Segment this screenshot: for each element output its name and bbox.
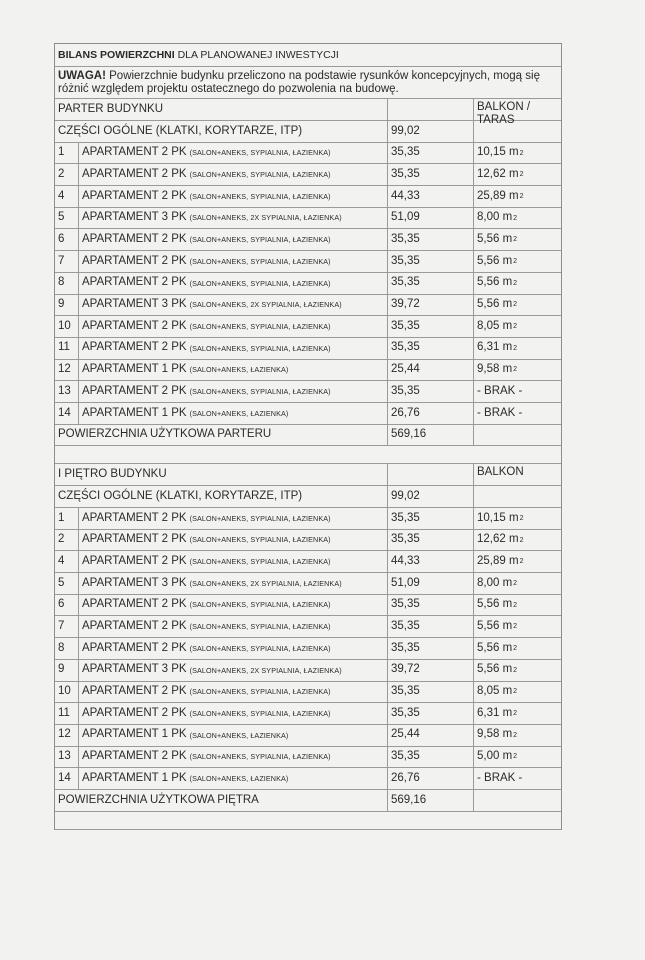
apartment-rooms: (SALON+ANEKS, ŁAZIENKA) — [189, 730, 289, 740]
apartment-rooms: (SALON+ANEKS, SYPIALNIA, ŁAZIENKA) — [189, 321, 331, 331]
apartment-rooms: (SALON+ANEKS, SYPIALNIA, ŁAZIENKA) — [189, 278, 331, 288]
apartment-row — [55, 551, 561, 573]
apartment-description — [79, 273, 388, 294]
balcony-value: - BRAK - — [477, 771, 523, 784]
apartment-description — [79, 530, 388, 551]
apartment-description — [79, 508, 388, 529]
apartment-area: 51,09 — [388, 573, 474, 594]
apartment-balcony — [474, 530, 559, 551]
balcony-unit-exponent: 2 — [513, 236, 518, 244]
apartment-area: 35,35 — [388, 316, 474, 337]
balcony-unit-exponent: 2 — [519, 171, 524, 179]
apartment-rooms: (SALON+ANEKS, SYPIALNIA, ŁAZIENKA) — [189, 752, 331, 762]
apartment-type: APARTAMENT 2 PK — [82, 233, 187, 246]
apartment-rooms: (SALON+ANEKS, SYPIALNIA, ŁAZIENKA) — [189, 535, 331, 545]
apartment-row — [55, 403, 561, 425]
apartment-number: 11 — [55, 338, 79, 359]
apartment-number: 1 — [55, 508, 79, 529]
balcony-unit-exponent: 2 — [513, 366, 518, 374]
apartment-type: APARTAMENT 3 PK — [82, 298, 187, 311]
apartment-balcony — [474, 682, 559, 703]
apartment-area: 25,44 — [388, 725, 474, 746]
balcony-unit-exponent: 2 — [519, 536, 524, 544]
balcony-value: 12,62 m — [477, 533, 519, 546]
apartment-type: APARTAMENT 2 PK — [82, 167, 187, 180]
apartment-rooms: (SALON+ANEKS, SYPIALNIA, ŁAZIENKA) — [189, 513, 331, 523]
balcony-unit-exponent: 2 — [513, 323, 518, 331]
balcony-unit-exponent: 2 — [513, 623, 518, 631]
apartment-row — [55, 703, 561, 725]
apartment-number: 14 — [55, 403, 79, 424]
apartment-row — [55, 530, 561, 552]
balcony-unit-exponent: 2 — [513, 344, 518, 352]
parter-header: PARTER BUDYNKU — [55, 99, 388, 120]
apartment-row — [55, 273, 561, 295]
apartment-area: 35,35 — [388, 273, 474, 294]
apartment-description — [79, 768, 388, 789]
document-title — [55, 44, 561, 66]
pietro-header: I PIĘTRO BUDYNKU — [55, 464, 388, 485]
apartment-row — [55, 638, 561, 660]
balcony-value: 10,15 m — [477, 146, 519, 159]
common-balcony — [474, 121, 559, 142]
apartment-area: 35,35 — [388, 381, 474, 402]
apartment-row — [55, 508, 561, 530]
apartment-row — [55, 768, 561, 790]
pietro-balcony-header: BALKON — [477, 466, 524, 479]
apartment-type: APARTAMENT 2 PK — [82, 384, 187, 397]
balcony-value: 8,05 m — [477, 319, 513, 332]
balcony-value: 6,31 m — [477, 706, 513, 719]
apartment-rooms: (SALON+ANEKS, SYPIALNIA, ŁAZIENKA) — [189, 235, 331, 245]
apartment-row — [55, 682, 561, 704]
apartment-rooms: (SALON+ANEKS, SYPIALNIA, ŁAZIENKA) — [189, 643, 331, 653]
apartment-area: 35,35 — [388, 595, 474, 616]
apartment-type: APARTAMENT 2 PK — [82, 706, 187, 719]
pietro-total-label: POWIERZCHNIA UŻYTKOWA PIĘTRA — [55, 790, 388, 811]
apartment-rooms: (SALON+ANEKS, SYPIALNIA, ŁAZIENKA) — [189, 343, 331, 353]
apartment-number: 5 — [55, 573, 79, 594]
document-title-bold: BILANS POWIERZCHNI — [58, 48, 175, 61]
balcony-value: 5,56 m — [477, 276, 513, 289]
pietro-total-balcony — [474, 790, 559, 811]
apartment-description — [79, 573, 388, 594]
apartment-description — [79, 316, 388, 337]
balcony-value: 5,56 m — [477, 298, 513, 311]
balcony-value: 8,00 m — [477, 576, 513, 589]
balcony-value: 10,15 m — [477, 511, 519, 524]
apartment-rooms: (SALON+ANEKS, SYPIALNIA, ŁAZIENKA) — [189, 557, 331, 567]
apartment-rooms: (SALON+ANEKS, 2X SYPIALNIA, ŁAZIENKA) — [189, 300, 342, 310]
apartment-number: 4 — [55, 551, 79, 572]
balcony-value: 5,56 m — [477, 254, 513, 267]
pietro-common-row — [55, 486, 561, 508]
apartment-rooms: (SALON+ANEKS, SYPIALNIA, ŁAZIENKA) — [189, 191, 331, 201]
balcony-value: - BRAK - — [477, 406, 523, 419]
apartment-description — [79, 616, 388, 637]
apartment-number: 7 — [55, 616, 79, 637]
parter-total-balcony — [474, 425, 559, 446]
balcony-unit-exponent: 2 — [513, 644, 518, 652]
apartment-row — [55, 186, 561, 208]
parter-apartment-list — [55, 143, 561, 425]
apartment-area: 35,35 — [388, 338, 474, 359]
balcony-value: 8,00 m — [477, 211, 513, 224]
balcony-value: 5,00 m — [477, 750, 513, 763]
apartment-balcony — [474, 229, 559, 250]
balcony-unit-exponent: 2 — [513, 753, 518, 761]
balcony-unit-exponent: 2 — [513, 257, 518, 265]
apartment-description — [79, 703, 388, 724]
balcony-unit-exponent: 2 — [519, 514, 524, 522]
apartment-type: APARTAMENT 1 PK — [82, 363, 187, 376]
balcony-value: - BRAK - — [477, 384, 523, 397]
apartment-area: 26,76 — [388, 768, 474, 789]
apartment-balcony — [474, 747, 559, 768]
warning-note-row — [55, 67, 561, 99]
apartment-row — [55, 338, 561, 360]
bottom-empty-row — [55, 812, 561, 830]
apartment-area: 51,09 — [388, 208, 474, 229]
apartment-description — [79, 251, 388, 272]
balcony-value: 9,58 m — [477, 728, 513, 741]
apartment-description — [79, 381, 388, 402]
apartment-balcony — [474, 638, 559, 659]
apartment-description — [79, 595, 388, 616]
apartment-type: APARTAMENT 2 PK — [82, 276, 187, 289]
balcony-value: 5,56 m — [477, 233, 513, 246]
balcony-value: 8,05 m — [477, 685, 513, 698]
apartment-balcony — [474, 703, 559, 724]
apartment-rooms: (SALON+ANEKS, SYPIALNIA, ŁAZIENKA) — [189, 148, 331, 158]
apartment-type: APARTAMENT 2 PK — [82, 189, 187, 202]
spacer-cell — [55, 446, 561, 463]
apartment-type: APARTAMENT 1 PK — [82, 406, 187, 419]
apartment-type: APARTAMENT 2 PK — [82, 146, 187, 159]
apartment-balcony — [474, 381, 559, 402]
apartment-rooms: (SALON+ANEKS, ŁAZIENKA) — [189, 365, 289, 375]
apartment-area: 35,35 — [388, 143, 474, 164]
apartment-rooms: (SALON+ANEKS, 2X SYPIALNIA, ŁAZIENKA) — [189, 665, 342, 675]
pietro-header-row — [55, 464, 561, 486]
apartment-row — [55, 164, 561, 186]
apartment-type: APARTAMENT 2 PK — [82, 319, 187, 332]
balcony-unit-exponent: 2 — [513, 301, 518, 309]
apartment-description — [79, 551, 388, 572]
apartment-type: APARTAMENT 1 PK — [82, 771, 187, 784]
apartment-rooms: (SALON+ANEKS, SYPIALNIA, ŁAZIENKA) — [189, 170, 331, 180]
apartment-number: 12 — [55, 725, 79, 746]
apartment-type: APARTAMENT 2 PK — [82, 598, 187, 611]
warning-note — [55, 67, 561, 98]
apartment-number: 4 — [55, 186, 79, 207]
apartment-balcony — [474, 403, 559, 424]
apartment-rooms: (SALON+ANEKS, SYPIALNIA, ŁAZIENKA) — [189, 687, 331, 697]
balcony-unit-exponent: 2 — [513, 688, 518, 696]
apartment-number: 2 — [55, 164, 79, 185]
apartment-type: APARTAMENT 2 PK — [82, 254, 187, 267]
balcony-value: 12,62 m — [477, 167, 519, 180]
apartment-description — [79, 403, 388, 424]
apartment-number: 8 — [55, 638, 79, 659]
pietro-header-spacer — [388, 464, 474, 485]
apartment-number: 12 — [55, 360, 79, 381]
apartment-row — [55, 143, 561, 165]
balcony-unit-exponent: 2 — [519, 149, 524, 157]
apartment-type: APARTAMENT 2 PK — [82, 641, 187, 654]
apartment-rooms: (SALON+ANEKS, SYPIALNIA, ŁAZIENKA) — [189, 600, 331, 610]
apartment-row — [55, 295, 561, 317]
apartment-area: 35,35 — [388, 508, 474, 529]
apartment-row — [55, 747, 561, 769]
pietro-total-row — [55, 790, 561, 812]
apartment-number: 10 — [55, 682, 79, 703]
apartment-description — [79, 725, 388, 746]
common-balcony — [474, 486, 559, 507]
apartment-area: 39,72 — [388, 660, 474, 681]
apartment-description — [79, 660, 388, 681]
apartment-row — [55, 316, 561, 338]
apartment-area: 35,35 — [388, 638, 474, 659]
apartment-balcony — [474, 360, 559, 381]
balcony-value: 25,89 m — [477, 554, 519, 567]
apartment-type: APARTAMENT 2 PK — [82, 750, 187, 763]
apartment-type: APARTAMENT 1 PK — [82, 728, 187, 741]
apartment-balcony — [474, 551, 559, 572]
apartment-description — [79, 143, 388, 164]
apartment-number: 8 — [55, 273, 79, 294]
apartment-area: 35,35 — [388, 251, 474, 272]
document-title-rest: DLA PLANOWANEJ INWESTYCJI — [177, 48, 339, 61]
pietro-apartment-list — [55, 508, 561, 790]
parter-balcony-header: BALKON / TARAS — [477, 101, 531, 127]
apartment-area: 35,35 — [388, 229, 474, 250]
apartment-balcony — [474, 573, 559, 594]
apartment-description — [79, 682, 388, 703]
balcony-unit-exponent: 2 — [513, 601, 518, 609]
apartment-row — [55, 251, 561, 273]
parter-common-row — [55, 121, 561, 143]
apartment-balcony — [474, 595, 559, 616]
section-spacer-row — [55, 446, 561, 464]
apartment-description — [79, 747, 388, 768]
apartment-description — [79, 186, 388, 207]
apartment-number: 14 — [55, 768, 79, 789]
apartment-balcony — [474, 143, 559, 164]
apartment-type: APARTAMENT 2 PK — [82, 511, 187, 524]
warning-text: Powierzchnie budynku przeliczono na podstawie rysunków koncepcyjnych, mogą się różnić względem projektu ostatecznego do pozwolenia na budowę. — [58, 70, 540, 96]
apartment-rooms: (SALON+ANEKS, SYPIALNIA, ŁAZIENKA) — [189, 708, 331, 718]
apartment-balcony — [474, 251, 559, 272]
apartment-balcony — [474, 725, 559, 746]
apartment-number: 2 — [55, 530, 79, 551]
apartment-rooms: (SALON+ANEKS, 2X SYPIALNIA, ŁAZIENKA) — [189, 578, 342, 588]
apartment-row — [55, 208, 561, 230]
apartment-area: 35,35 — [388, 616, 474, 637]
apartment-area: 44,33 — [388, 551, 474, 572]
balcony-unit-exponent: 2 — [513, 579, 518, 587]
apartment-balcony — [474, 338, 559, 359]
apartment-number: 9 — [55, 660, 79, 681]
parter-header-row — [55, 99, 561, 127]
apartment-number: 5 — [55, 208, 79, 229]
balcony-value: 5,56 m — [477, 663, 513, 676]
apartment-balcony — [474, 208, 559, 229]
apartment-row — [55, 595, 561, 617]
area-balance-table — [54, 43, 562, 830]
document-title-row — [55, 44, 561, 67]
parter-total-value: 569,16 — [388, 425, 474, 446]
balcony-value: 5,56 m — [477, 641, 513, 654]
apartment-number: 13 — [55, 381, 79, 402]
balcony-value: 6,31 m — [477, 341, 513, 354]
apartment-balcony — [474, 164, 559, 185]
apartment-row — [55, 573, 561, 595]
apartment-row — [55, 616, 561, 638]
apartment-row — [55, 660, 561, 682]
apartment-description — [79, 164, 388, 185]
apartment-balcony — [474, 316, 559, 337]
apartment-area: 35,35 — [388, 164, 474, 185]
apartment-number: 10 — [55, 316, 79, 337]
apartment-balcony — [474, 616, 559, 637]
balcony-unit-exponent: 2 — [513, 214, 518, 222]
balcony-value: 5,56 m — [477, 620, 513, 633]
apartment-rooms: (SALON+ANEKS, 2X SYPIALNIA, ŁAZIENKA) — [189, 213, 342, 223]
apartment-description — [79, 229, 388, 250]
apartment-area: 39,72 — [388, 295, 474, 316]
apartment-type: APARTAMENT 2 PK — [82, 620, 187, 633]
apartment-rooms: (SALON+ANEKS, SYPIALNIA, ŁAZIENKA) — [189, 622, 331, 632]
balcony-unit-exponent: 2 — [513, 279, 518, 287]
apartment-type: APARTAMENT 3 PK — [82, 663, 187, 676]
apartment-balcony — [474, 768, 559, 789]
apartment-type: APARTAMENT 3 PK — [82, 211, 187, 224]
common-area: 99,02 — [388, 486, 474, 507]
apartment-row — [55, 360, 561, 382]
balcony-unit-exponent: 2 — [513, 666, 518, 674]
apartment-area: 25,44 — [388, 360, 474, 381]
parter-total-label: POWIERZCHNIA UŻYTKOWA PARTERU — [55, 425, 388, 446]
apartment-number: 6 — [55, 595, 79, 616]
apartment-rooms: (SALON+ANEKS, SYPIALNIA, ŁAZIENKA) — [189, 386, 331, 396]
balcony-value: 9,58 m — [477, 363, 513, 376]
apartment-description — [79, 360, 388, 381]
common-area: 99,02 — [388, 121, 474, 142]
apartment-rooms: (SALON+ANEKS, ŁAZIENKA) — [189, 773, 289, 783]
apartment-area: 35,35 — [388, 530, 474, 551]
apartment-balcony — [474, 508, 559, 529]
balcony-value: 5,56 m — [477, 598, 513, 611]
apartment-type: APARTAMENT 2 PK — [82, 533, 187, 546]
balcony-unit-exponent: 2 — [519, 558, 524, 566]
apartment-description — [79, 638, 388, 659]
apartment-description — [79, 338, 388, 359]
apartment-type: APARTAMENT 3 PK — [82, 576, 187, 589]
apartment-area: 35,35 — [388, 703, 474, 724]
apartment-balcony — [474, 660, 559, 681]
balcony-unit-exponent: 2 — [513, 710, 518, 718]
apartment-area: 26,76 — [388, 403, 474, 424]
apartment-row — [55, 381, 561, 403]
apartment-number: 11 — [55, 703, 79, 724]
apartment-number: 1 — [55, 143, 79, 164]
parter-total-row — [55, 425, 561, 447]
apartment-type: APARTAMENT 2 PK — [82, 341, 187, 354]
apartment-balcony — [474, 186, 559, 207]
apartment-number: 7 — [55, 251, 79, 272]
apartment-rooms: (SALON+ANEKS, SYPIALNIA, ŁAZIENKA) — [189, 256, 331, 266]
apartment-description — [79, 295, 388, 316]
apartment-row — [55, 725, 561, 747]
spacer-cell — [55, 812, 561, 829]
warning-label: UWAGA! — [58, 70, 106, 82]
common-label: CZĘŚCI OGÓLNE (KLATKI, KORYTARZE, ITP) — [55, 486, 388, 507]
apartment-area: 35,35 — [388, 682, 474, 703]
apartment-balcony — [474, 273, 559, 294]
balcony-unit-exponent: 2 — [513, 731, 518, 739]
apartment-number: 6 — [55, 229, 79, 250]
parter-header-spacer — [388, 99, 474, 120]
apartment-row — [55, 229, 561, 251]
pietro-total-value: 569,16 — [388, 790, 474, 811]
apartment-number: 13 — [55, 747, 79, 768]
apartment-area: 35,35 — [388, 747, 474, 768]
apartment-description — [79, 208, 388, 229]
apartment-number: 9 — [55, 295, 79, 316]
balcony-unit-exponent: 2 — [519, 192, 524, 200]
balcony-value: 25,89 m — [477, 189, 519, 202]
common-label: CZĘŚCI OGÓLNE (KLATKI, KORYTARZE, ITP) — [55, 121, 388, 142]
apartment-area: 44,33 — [388, 186, 474, 207]
apartment-type: APARTAMENT 2 PK — [82, 554, 187, 567]
apartment-rooms: (SALON+ANEKS, ŁAZIENKA) — [189, 408, 289, 418]
apartment-balcony — [474, 295, 559, 316]
apartment-type: APARTAMENT 2 PK — [82, 685, 187, 698]
